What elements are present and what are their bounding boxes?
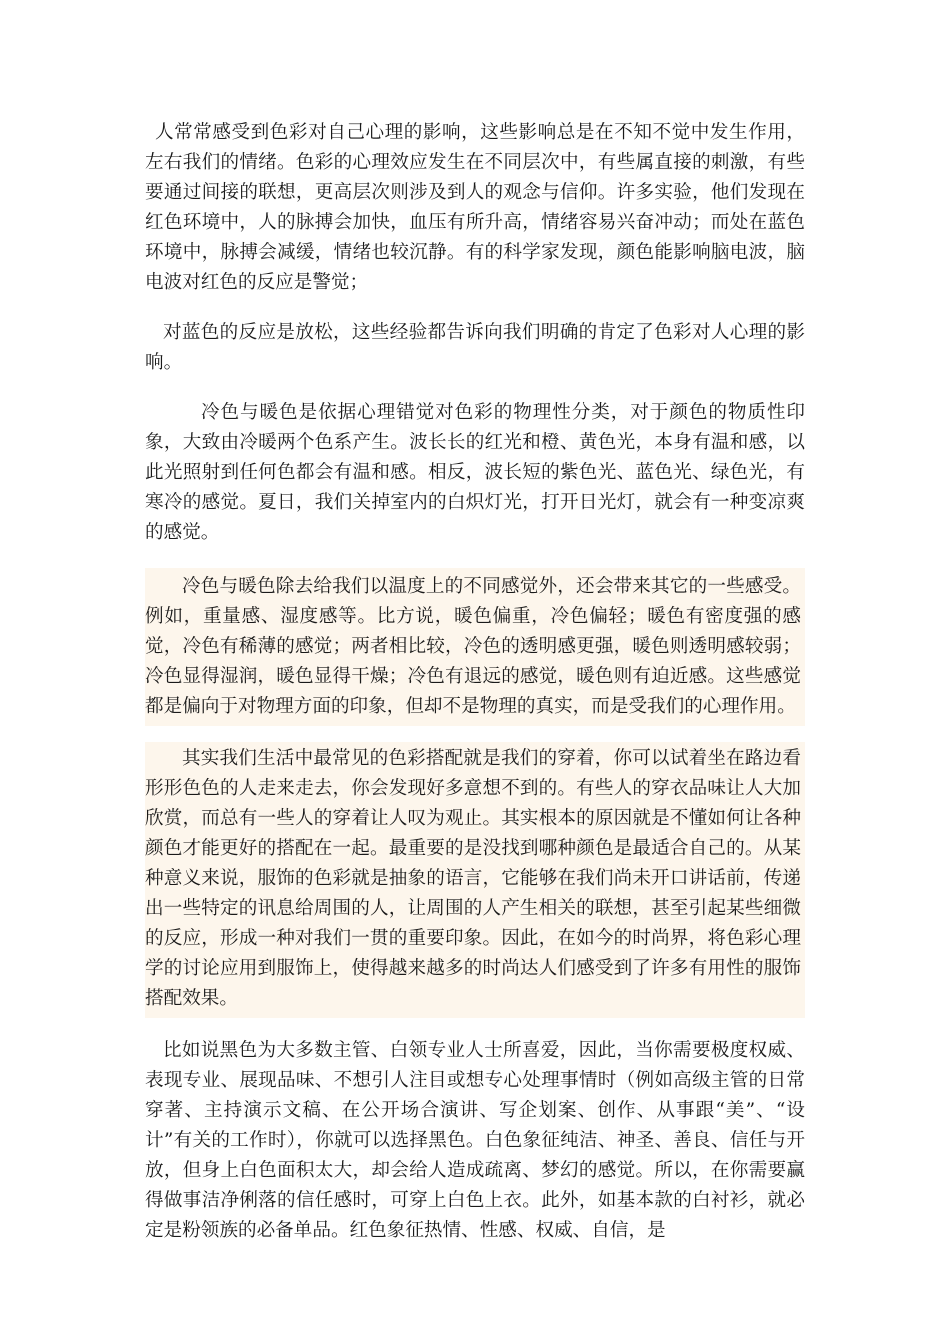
paragraph-blue-reaction: 对蓝色的反应是放松，这些经验都告诉向我们明确的肯定了色彩对人心理的影响。 (145, 322, 805, 373)
document-page (145, 118, 805, 1266)
paragraph-warm-cool-colors: 冷色与暖色是依据心理错觉对色彩的物理性分类，对于颜色的物质性印象，大致由冷暖两个色系产生。波长长的红光和橙、黄色光，本身有温和感，以此光照射到任何色都会有温和感。相反，波长短的紫色光、蓝色光、绿色光，有寒冷的感觉。夏日，我们关掉室内的白炽灯光，打开日光灯，就会有一种变凉爽的感觉。 (145, 402, 805, 543)
paragraph-clothing-colors: 其实我们生活中最常见的色彩搭配就是我们的穿着，你可以试着坐在路边看形形色色的人走来走去，你会发现好多意想不到的。有些人的穿衣品味让人大加欣赏，而总有一些人的穿着让人叹为观止。其实根本的原因就是不懂如何让各种颜色才能更好的搭配在一起。最重要的是没找到哪种颜色是最适合自己的。从某种意义来说，服饰的色彩就是抽象的语言，它能够在我们尚未开口讲话前，传递出一些特定的讯息给周围的人，让周围的人产生相关的联想，甚至引起某些细微的反应，形成一种对我们一贯的重要印象。因此，在如今的时尚界，将色彩心理学的讨论应用到服饰上，使得越来越多的时尚达人们感受到了许多有用性的服饰搭配效果。 (145, 742, 805, 1018)
paragraph-other-sensations: 冷色与暖色除去给我们以温度上的不同感觉外，还会带来其它的一些感受。例如，重量感、湿度感等。比方说，暖色偏重，冷色偏轻；暖色有密度强的感觉，冷色有稀薄的感觉；两者相比较，冷色的透明感更强，暖色则透明感较弱；冷色显得湿润，暖色显得干燥；冷色有退远的感觉，暖色则有迫近感。这些感觉都是偏向于对物理方面的印象，但却不是物理的真实，而是受我们的心理作用。 (145, 568, 805, 726)
paragraph-black-white-red: 比如说黑色为大多数主管、白领专业人士所喜爱，因此，当你需要极度权威、表现专业、展现品味、不想引人注目或想专心处理事情时（例如高级主管的日常穿著、主持演示文稿、在公开场合演讲、写企划案、创作、从事跟“美”、“设计”有关的工作时），你就可以选择黑色。白色象征纯洁、神圣、善良、信任与开放，但身上白色面积太大，却会给人造成疏离、梦幻的感觉。所以，在你需要赢得做事洁净俐落的信任感时，可穿上白色上衣。此外，如基本款的白衬衫，就必定是粉领族的必备单品。红色象征热情、性感、权威、自信，是 (145, 1040, 805, 1241)
paragraph-color-psychology-intro: 人常常感受到色彩对自己心理的影响，这些影响总是在不知不觉中发生作用，左右我们的情绪。色彩的心理效应发生在不同层次中，有些属直接的刺激，有些要通过间接的联想，更高层次则涉及到人的观念与信仰。许多实验，他们发现在红色环境中，人的脉搏会加快，血压有所升高，情绪容易兴奋冲动；而处在蓝色环境中，脉搏会减缓，情绪也较沉静。有的科学家发现，颜色能影响脑电波，脑电波对红色的反应是警觉； (145, 122, 805, 293)
